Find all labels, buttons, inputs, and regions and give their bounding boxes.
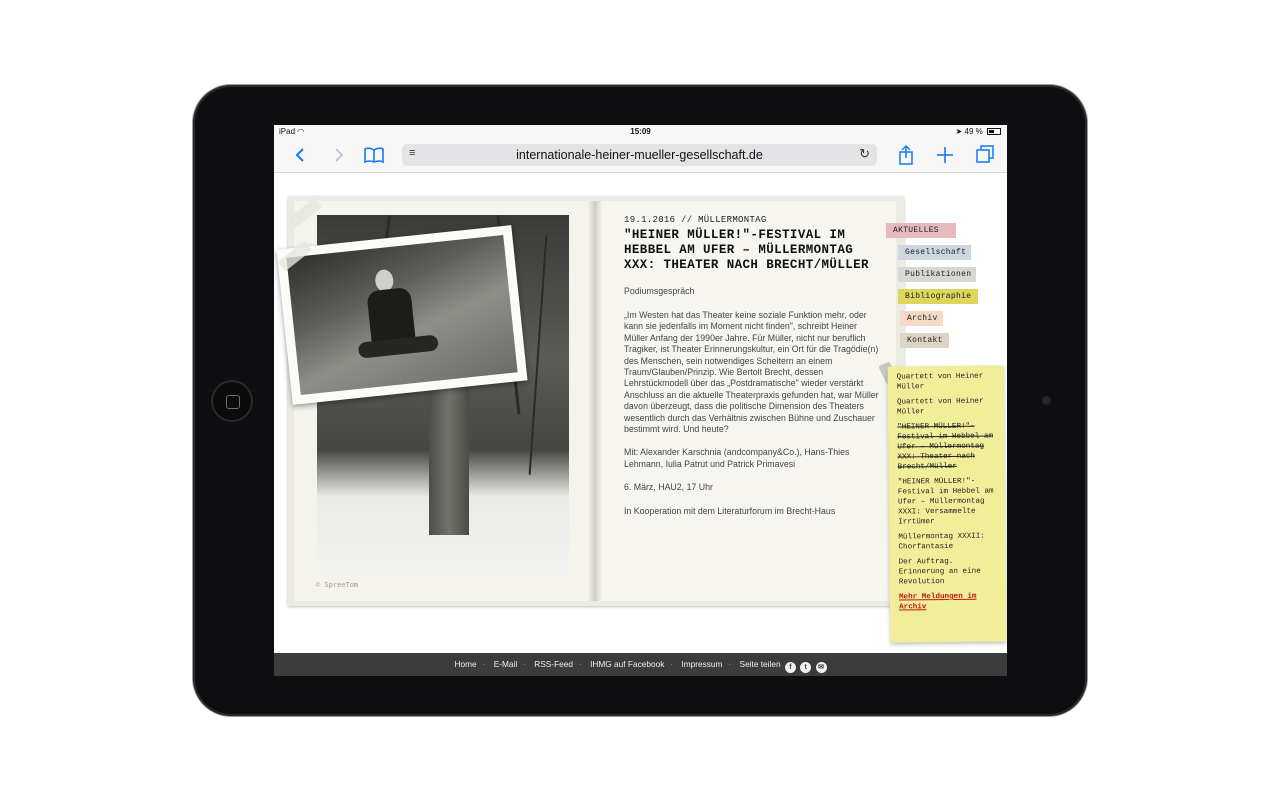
device-label: iPad ◠ <box>279 127 305 136</box>
screen <box>274 125 1007 676</box>
address-bar[interactable] <box>402 144 877 166</box>
reload-icon[interactable]: ↻ <box>859 146 870 161</box>
share-icon[interactable] <box>896 144 916 166</box>
article-body: „Im Westen hat das Theater keine soziale Funktion mehr, oder kann sie jedenfalls im Moment nicht finden", schreibt Heiner Müller Anfang der 1990er Jahre. Für Müller, nicht nur beruflich Tragiker, ist Theater Erinnerungskultur, ein Ort für die Tragödie(n) des Menschen, sein notwendiges Scheitern an einem Traum/Glauben/Prinzip. Wie Bertolt Brecht, dessen Lehrstückmodell über das „Postdramatische" wieder verstärkt Anschluss an die aktuelle Theaterpraxis gefunden hat, war Müller davon überzeugt, dass die politische Dimension des Theaters wesentlich durch das Verhältnis zwischen Bühne und Zuschauer bestimmt wird. Und heute? <box>624 310 879 435</box>
news-link-current[interactable]: "HEINER MÜLLER!"-Festival im Hebbel am Ufer – Müllermontag XXX: Theater nach Brecht/Müller <box>897 422 994 472</box>
portrait-image <box>286 235 517 395</box>
nav-archiv[interactable]: Archiv <box>900 311 943 326</box>
nav-bibliographie[interactable]: Bibliographie <box>898 289 978 304</box>
photo-credit: © SpreeTom <box>316 581 359 589</box>
facebook-icon[interactable]: f <box>785 662 796 673</box>
article-title: "HEINER MÜLLER!"-FESTIVAL IM HEBBEL AM UFER – MÜLLERMONTAG XXX: THEATER NACH BRECHT/MÜLLER <box>624 228 869 272</box>
nav-gesellschaft[interactable]: Gesellschaft <box>898 245 971 260</box>
footer-links: Home · E-Mail · RSS-Feed · IHMG auf Facebook · Impressum · Seite teilen f t ✉ <box>274 659 1007 673</box>
site-footer <box>274 653 1007 676</box>
share-label: Seite teilen <box>739 659 781 669</box>
article-date: 6. März, HAU2, 17 Uhr <box>624 482 713 493</box>
chevron-right-icon[interactable] <box>329 144 349 166</box>
clock: 15:09 <box>630 127 651 136</box>
news-link[interactable]: Müllermontag XXXII: Chorfantasie <box>898 532 985 552</box>
portrait-photo <box>276 225 527 405</box>
chevron-left-icon[interactable] <box>290 144 310 166</box>
book-gutter <box>588 201 602 601</box>
email-icon[interactable]: ✉ <box>816 662 827 673</box>
nav-kontakt[interactable]: Kontakt <box>900 333 949 348</box>
wifi-icon: ◠ <box>297 127 305 136</box>
footer-email-link[interactable]: E-Mail <box>493 659 518 669</box>
browser-toolbar <box>274 139 1007 173</box>
tree-trunk <box>429 365 469 535</box>
footer-impressum-link[interactable]: Impressum <box>681 659 723 669</box>
twitter-icon[interactable]: t <box>800 662 811 673</box>
nav-publikationen[interactable]: Publikationen <box>898 267 976 282</box>
camera <box>1042 396 1051 405</box>
article-subtitle: Podiumsgespräch <box>624 286 695 296</box>
home-button[interactable] <box>211 380 253 422</box>
battery-icon <box>987 128 1001 135</box>
article <box>624 215 879 517</box>
footer-home-link[interactable]: Home <box>454 659 477 669</box>
url-text: internationale-heiner-mueller-gesellschaft.de <box>516 148 763 162</box>
more-news-link[interactable]: Mehr Meldungen im Archiv <box>898 592 977 612</box>
article-meta: 19.1.2016 // MÜLLERMONTAG <box>624 215 767 225</box>
news-link[interactable]: Der Auftrag. Erinnerung an eine Revolution <box>898 557 981 587</box>
tabs-icon[interactable] <box>974 144 996 166</box>
location-arrow-icon: ➤ <box>955 127 963 136</box>
nav-aktuelles[interactable]: AKTUELLES <box>886 223 956 238</box>
article-cooperation: In Kooperation mit dem Literaturforum im Brecht-Haus <box>624 505 836 516</box>
news-link[interactable]: "HEINER MÜLLER!"-Festival im Hebbel am Ufer – Müllermontag XXXI: Versammelte Irrtümer <box>897 477 994 527</box>
book-icon[interactable] <box>362 144 386 166</box>
footer-facebook-link[interactable]: IHMG auf Facebook <box>590 659 665 669</box>
status-bar <box>274 125 1007 139</box>
plus-icon[interactable] <box>934 144 956 166</box>
news-link[interactable]: Quartett von Heiner Müller <box>896 372 984 392</box>
footer-rss-link[interactable]: RSS-Feed <box>534 659 574 669</box>
news-sticky-note <box>888 365 1007 642</box>
battery-status: ➤ 49 % <box>956 127 1001 136</box>
article-participants: Mit: Alexander Karschnia (andcompany&Co.), Hans-Thies Lehmann, Iulia Patrut und Patrick Primavesi <box>624 447 850 469</box>
news-link[interactable]: Quartett von Heiner Müller <box>896 397 984 417</box>
reader-icon[interactable]: ≡ <box>409 147 416 159</box>
